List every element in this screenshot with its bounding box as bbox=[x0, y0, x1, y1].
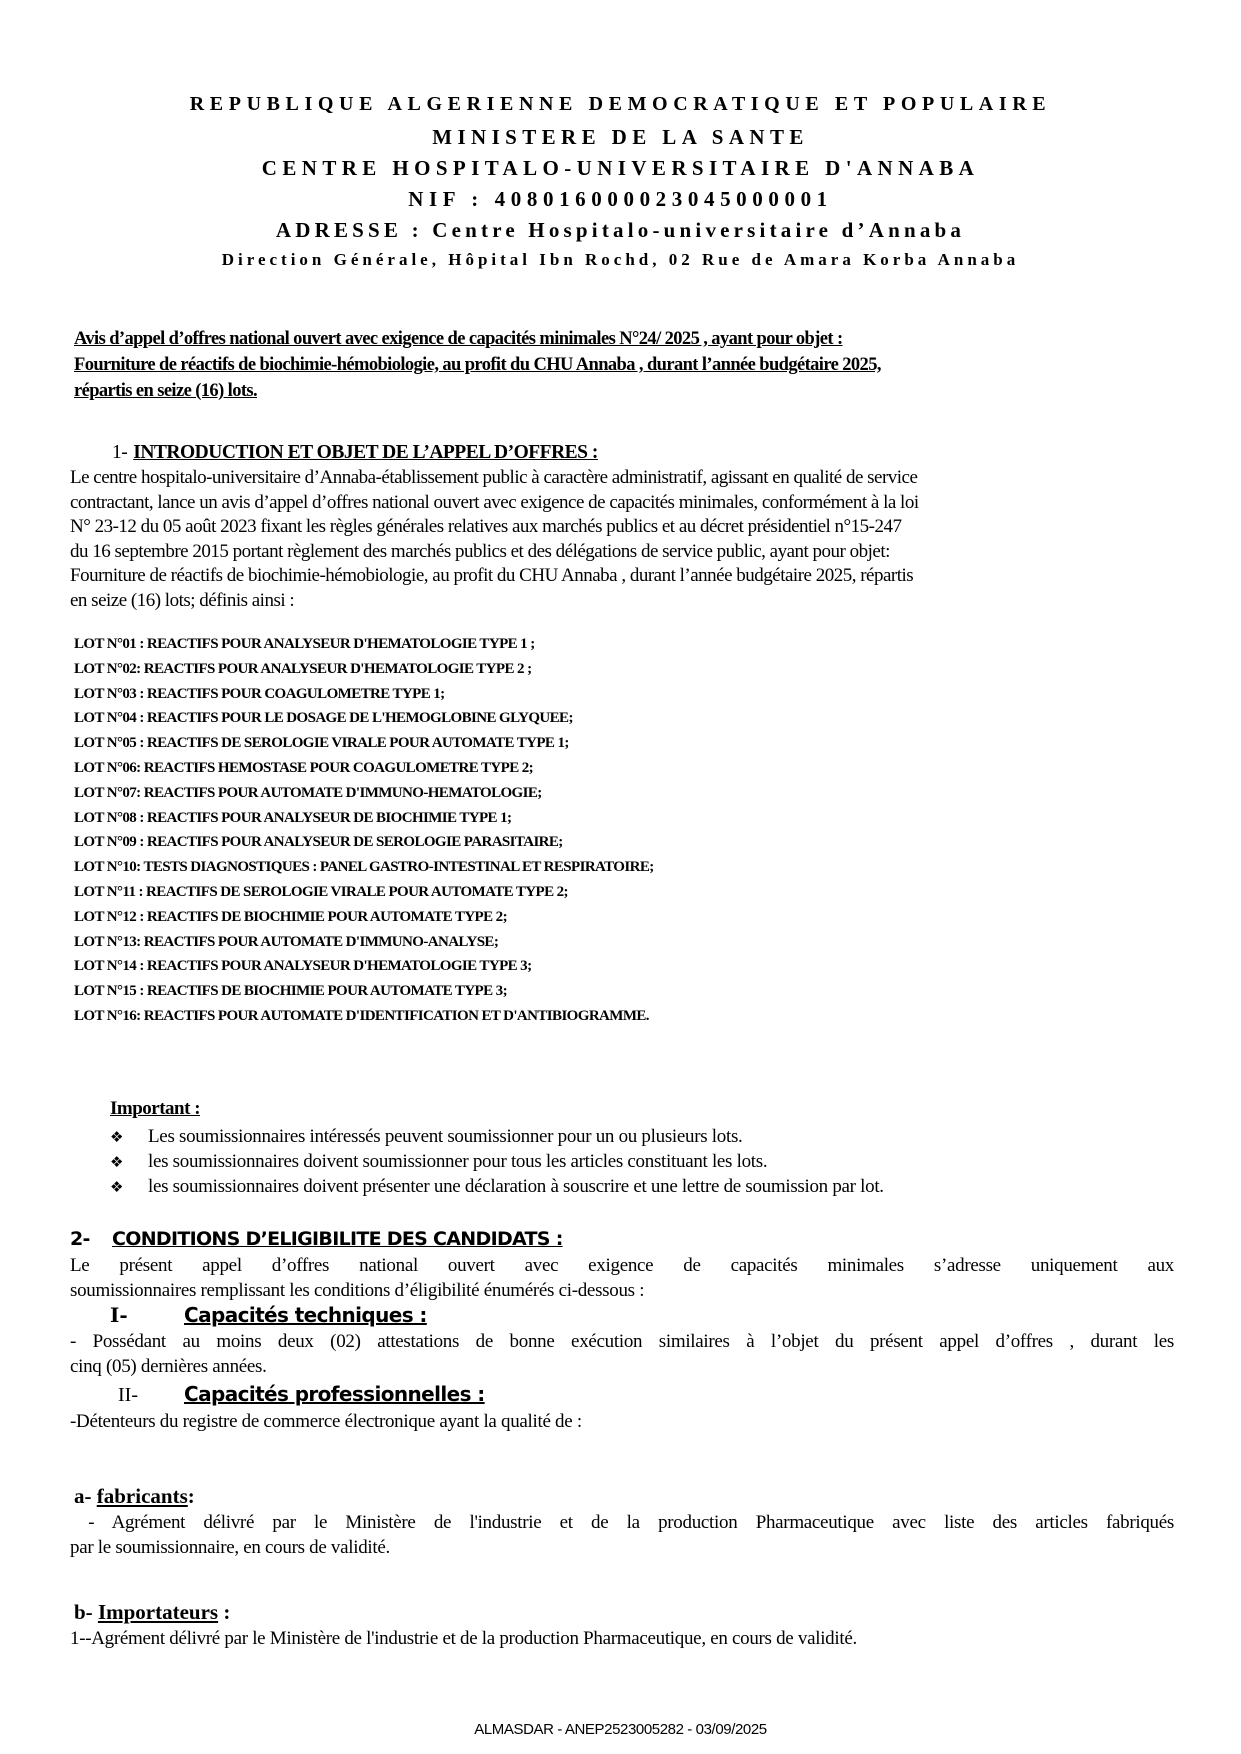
importers-heading bbox=[74, 1600, 230, 1625]
important-item bbox=[110, 1149, 884, 1174]
lot-item: LOT N°15 : REACTIFS DE BIOCHIMIE POUR AUTOMATE TYPE 3; bbox=[74, 983, 507, 1000]
important-item-text: les soumissionnaires doivent soumissionner pour tous les articles constituant les lots. bbox=[148, 1151, 768, 1172]
professional-capacities-heading bbox=[118, 1382, 485, 1407]
paragraph-line: en seize (16) lots; définis ainsi : bbox=[70, 589, 295, 611]
importers-title: Importateurs bbox=[97, 1600, 219, 1624]
importers-text: 1--Agrément délivré par le Ministère de l'industrie et de la production Pharmaceutique, en cours de validité. bbox=[70, 1628, 857, 1649]
tender-notice-line: Avis d’appel d’offres national ouvert avec exigence de capacités minimales N°24/ 2025 , ayant pour objet : bbox=[74, 329, 843, 349]
paragraph-line: Le centre hospitalo-universitaire d’Annaba-établissement public à caractère administratif, agissant en qualité de service bbox=[70, 467, 918, 488]
lot-item: LOT N°07: REACTIFS POUR AUTOMATE D'IMMUNO-HEMATOLOGIE; bbox=[74, 784, 542, 801]
header-republic: REPUBLIQUE ALGERIENNE DEMOCRATIQUE ET POPULAIRE bbox=[189, 93, 1052, 115]
lot-item: LOT N°16: REACTIFS POUR AUTOMATE D'IDENTIFICATION ET D'ANTIBIOGRAMME. bbox=[74, 1007, 649, 1024]
lot-item: LOT N°08 : REACTIFS POUR ANALYSEUR DE BIOCHIMIE TYPE 1; bbox=[74, 809, 512, 826]
paragraph-line: du 16 septembre 2015 portant règlement des marchés publics et des délégations de service public, ayant pour objet: bbox=[70, 540, 890, 562]
header-ministry: MINISTERE DE LA SANTE bbox=[432, 125, 809, 149]
header-address: ADRESSE : Centre Hospitalo-universitaire d’Annaba bbox=[275, 218, 966, 242]
manufacturers-prefix: a- bbox=[74, 1484, 97, 1508]
important-list bbox=[110, 1124, 884, 1199]
manufacturers-heading bbox=[74, 1484, 195, 1509]
header-address-detail: Direction Générale, Hôpital Ibn Rochd, 02 Rue de Amara Korba Annaba bbox=[221, 250, 1020, 269]
header-institution: CENTRE HOSPITALO-UNIVERSITAIRE D'ANNABA bbox=[261, 156, 980, 180]
diamond-bullet-icon: ❖ bbox=[110, 1178, 124, 1196]
lot-item: LOT N°01 : REACTIFS POUR ANALYSEUR D'HEMATOLOGIE TYPE 1 ; bbox=[74, 636, 535, 652]
lot-item: LOT N°05 : REACTIFS DE SEROLOGIE VIRALE POUR AUTOMATE TYPE 1; bbox=[74, 735, 569, 752]
manufacturers-title: fabricants bbox=[96, 1484, 188, 1508]
professional-capacities-number: II- bbox=[118, 1384, 138, 1406]
technical-capacities-text bbox=[70, 1330, 1174, 1379]
header-nif: NIF : 408016000023045000001 bbox=[408, 187, 833, 211]
paragraph-line: - Possédant au moins deux (02) attestations de bonne exécution similaires à l’objet du présent appel d’offres , durant les bbox=[70, 1331, 1174, 1352]
paragraph-line: soumissionnaires remplissant les conditions d’éligibilité énumérés ci-dessous : bbox=[70, 1279, 645, 1301]
lot-item: LOT N°03 : REACTIFS POUR COAGULOMETRE TYPE 1; bbox=[74, 685, 445, 702]
professional-capacities-title: Capacités professionnelles : bbox=[184, 1382, 485, 1406]
paragraph-line: Le présent appel d’offres national ouvert avec exigence de capacités minimales s’adresse uniquement aux bbox=[70, 1255, 1174, 1276]
section-2-number: 2- bbox=[70, 1228, 90, 1250]
diamond-bullet-icon: ❖ bbox=[110, 1153, 124, 1171]
section-1-paragraph bbox=[70, 466, 1182, 613]
paragraph-line: Fourniture de réactifs de biochimie-hémobiologie, au profit du CHU Annaba , durant l’année budgétaire 2025, répartis bbox=[70, 565, 914, 586]
section-2-intro bbox=[70, 1254, 1174, 1303]
tender-notice-title bbox=[74, 326, 1186, 404]
technical-capacities-title: Capacités techniques : bbox=[184, 1303, 427, 1327]
professional-capacities-text: -Détenteurs du registre de commerce électronique ayant la qualité de : bbox=[70, 1411, 582, 1432]
paragraph-line: cinq (05) dernières années. bbox=[70, 1355, 267, 1377]
lot-item: LOT N°06: REACTIFS HEMOSTASE POUR COAGULOMETRE TYPE 2; bbox=[74, 759, 534, 776]
paragraph-line: N° 23-12 du 05 août 2023 fixant les règles générales relatives aux marchés publics et au décret présidentiel n°15-247 bbox=[70, 516, 902, 537]
important-heading: Important : bbox=[110, 1098, 201, 1119]
section-1-number: 1- bbox=[112, 442, 128, 463]
importers-suffix: : bbox=[218, 1600, 231, 1624]
lot-item: LOT N°02: REACTIFS POUR ANALYSEUR D'HEMATOLOGIE TYPE 2 ; bbox=[74, 660, 532, 677]
importers-prefix: b- bbox=[74, 1600, 98, 1624]
section-1-title: INTRODUCTION ET OBJET DE L’APPEL D’OFFRES : bbox=[133, 442, 598, 463]
section-2-heading bbox=[70, 1228, 563, 1250]
lot-item: LOT N°10: TESTS DIAGNOSTIQUES : PANEL GASTRO-INTESTINAL ET RESPIRATOIRE; bbox=[74, 859, 654, 876]
diamond-bullet-icon: ❖ bbox=[110, 1128, 124, 1146]
paragraph-line: - Agrément délivré par le Ministère de l'industrie et de la production Pharmaceutique avec liste des articles fabriqués bbox=[70, 1512, 1174, 1533]
lot-item: LOT N°14 : REACTIFS POUR ANALYSEUR D'HEMATOLOGIE TYPE 3; bbox=[74, 958, 532, 975]
lot-item: LOT N°04 : REACTIFS POUR LE DOSAGE DE L'HEMOGLOBINE GLYQUEE; bbox=[74, 710, 573, 727]
paragraph-line: par le soumissionnaire, en cours de validité. bbox=[70, 1536, 390, 1558]
technical-capacities-heading bbox=[110, 1303, 427, 1328]
technical-capacities-number: I- bbox=[110, 1303, 128, 1327]
lot-item: LOT N°12 : REACTIFS DE BIOCHIMIE POUR AUTOMATE TYPE 2; bbox=[74, 908, 507, 925]
manufacturers-suffix: : bbox=[187, 1484, 195, 1508]
section-1-heading bbox=[112, 442, 598, 464]
important-item bbox=[110, 1174, 884, 1199]
lot-item: LOT N°11 : REACTIFS DE SEROLOGIE VIRALE POUR AUTOMATE TYPE 2; bbox=[74, 883, 568, 900]
lot-item: LOT N°13: REACTIFS POUR AUTOMATE D'IMMUNO-ANALYSE; bbox=[74, 933, 499, 950]
page-footer: ALMASDAR - ANEP2523005282 - 03/09/2025 bbox=[474, 1721, 767, 1738]
paragraph-line: contractant, lance un avis d’appel d’offres national ouvert avec exigence de capacités minimales, conformément à la loi bbox=[70, 491, 919, 513]
tender-notice-line: Fourniture de réactifs de biochimie-hémobiologie, au profit du CHU Annaba , durant l’année budgétaire 2025, bbox=[74, 355, 881, 375]
lot-item: LOT N°09 : REACTIFS POUR ANALYSEUR DE SEROLOGIE PARASITAIRE; bbox=[74, 834, 563, 851]
section-2-title: CONDITIONS D’ELIGIBILITE DES CANDIDATS : bbox=[112, 1228, 563, 1250]
important-item-text: Les soumissionnaires intéressés peuvent soumissionner pour un ou plusieurs lots. bbox=[148, 1126, 743, 1147]
important-item bbox=[110, 1124, 884, 1149]
lots-list bbox=[74, 632, 654, 1029]
manufacturers-text bbox=[70, 1511, 1174, 1560]
important-item-text: les soumissionnaires doivent présenter une déclaration à souscrire et une lettre de soumission par lot. bbox=[148, 1176, 884, 1197]
tender-notice-line: répartis en seize (16) lots. bbox=[74, 381, 258, 401]
